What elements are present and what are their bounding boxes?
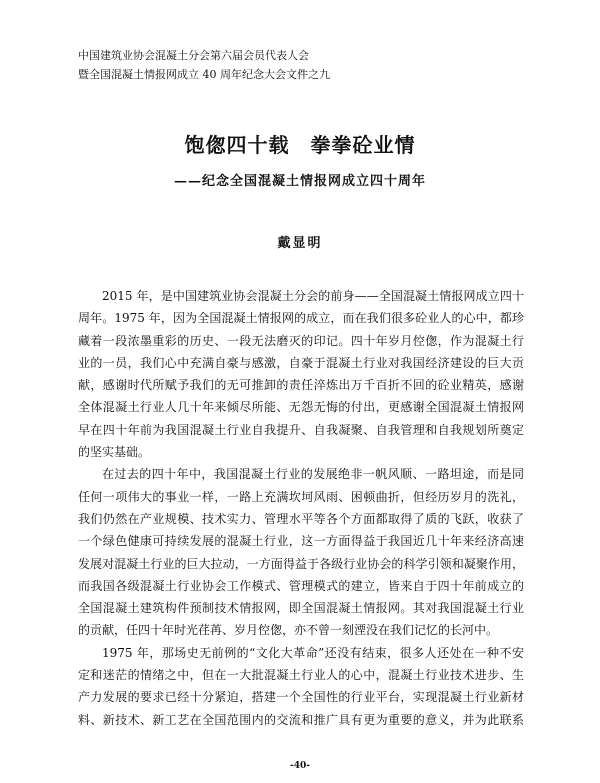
article-body <box>78 285 524 731</box>
header-line-2: 暨全国混凝土情报网成立 40 周年纪念大会文件之九 <box>78 68 330 81</box>
text-line: 而我国各级混凝土行业协会工作模式、管理模式的建立，皆来自于四十年前成立的 <box>78 578 524 593</box>
text-line: 一个绿色健康可持续发展的混凝土行业，这一方面得益于我国近几十年来经济高速 <box>78 534 524 549</box>
text-line: 任何一项伟大的事业一样，一路上充满坎坷风雨、困顿曲折，但经历岁月的洗礼， <box>78 489 524 504</box>
text-line: 的贡献，任四十年时光荏苒、岁月倥偬，亦不曾一刻湮没在我们记忆的长河中。 <box>78 623 499 638</box>
text-line: 周年。1975 年，因为全国混凝土情报网的成立，而在我们很多砼业人的心中，都珍 <box>78 311 524 326</box>
text-line: 业的一员，我们心中充满自豪与感激，自豪于混凝土行业对我国经济建设的巨大贡 <box>78 355 524 370</box>
text-line: 2015 年，是中国建筑业协会混凝土分会的前身——全国混凝土情报网成立四十 <box>102 289 524 303</box>
text-line: 发展对混凝土行业的巨大拉动，一方面得益于各级行业协会的科学引领和凝聚作用， <box>78 556 524 571</box>
page-number: -40- <box>290 761 310 771</box>
paragraph <box>78 463 524 641</box>
text-line: 料、新技术、新工艺在全国范围内的交流和推广具有更为重要的意义，并为此联系 <box>78 712 524 727</box>
paragraph <box>78 285 524 463</box>
document-header <box>78 46 330 84</box>
text-line: 1975 年，那场史无前例的“文化大革命”还没有结束，很多人还处在一种不安 <box>102 645 524 660</box>
article-subtitle: ——纪念全国混凝土情报网成立四十周年 <box>173 174 426 189</box>
author-name: 戴显明 <box>277 236 323 251</box>
header-line-1: 中国建筑业协会混凝土分会第六届会员代表人会 <box>78 49 309 62</box>
text-line: 在过去的四十年中，我国混凝土行业的发展绝非一帆风顺、一路坦途，而是同 <box>102 467 524 482</box>
text-line: 全体混凝土行业人几十年来倾尽所能、无怨无悔的付出，更感谢全国混凝土情报网 <box>78 400 524 415</box>
paragraph <box>78 642 524 731</box>
text-line: 早在四十年前为我国混凝土行业自我提升、自我凝聚、自我管理和自我规划所奠定 <box>78 422 524 437</box>
text-line: 我们仍然在产业规模、技术实力、管理水平等各个方面都取得了质的飞跃，收获了 <box>78 511 524 526</box>
text-line: 全国混凝土建筑构件预制技术情报网，即全国混凝土情报网。其对我国混凝土行业 <box>78 601 524 616</box>
text-line: 献，感谢时代所赋予我们的无可推卸的责任淬炼出万千百折不回的砼业精英，感谢 <box>78 378 524 393</box>
text-line: 的坚实基础。 <box>78 445 151 460</box>
text-line: 藏着一段浓墨重彩的历史、一段无法磨灭的印记。四十年岁月倥偬，作为混凝土行 <box>78 333 524 348</box>
text-line: 产力发展的要求已经十分紧迫，搭建一个全国性的行业平台，实现混凝土行业新材 <box>78 690 524 705</box>
text-line: 定和迷茫的情绪之中，但在一大批混凝土行业人的心中，混凝土行业技术进步、生 <box>78 668 524 683</box>
article-title: 饱偬四十载 拳拳砼业情 <box>184 133 416 157</box>
